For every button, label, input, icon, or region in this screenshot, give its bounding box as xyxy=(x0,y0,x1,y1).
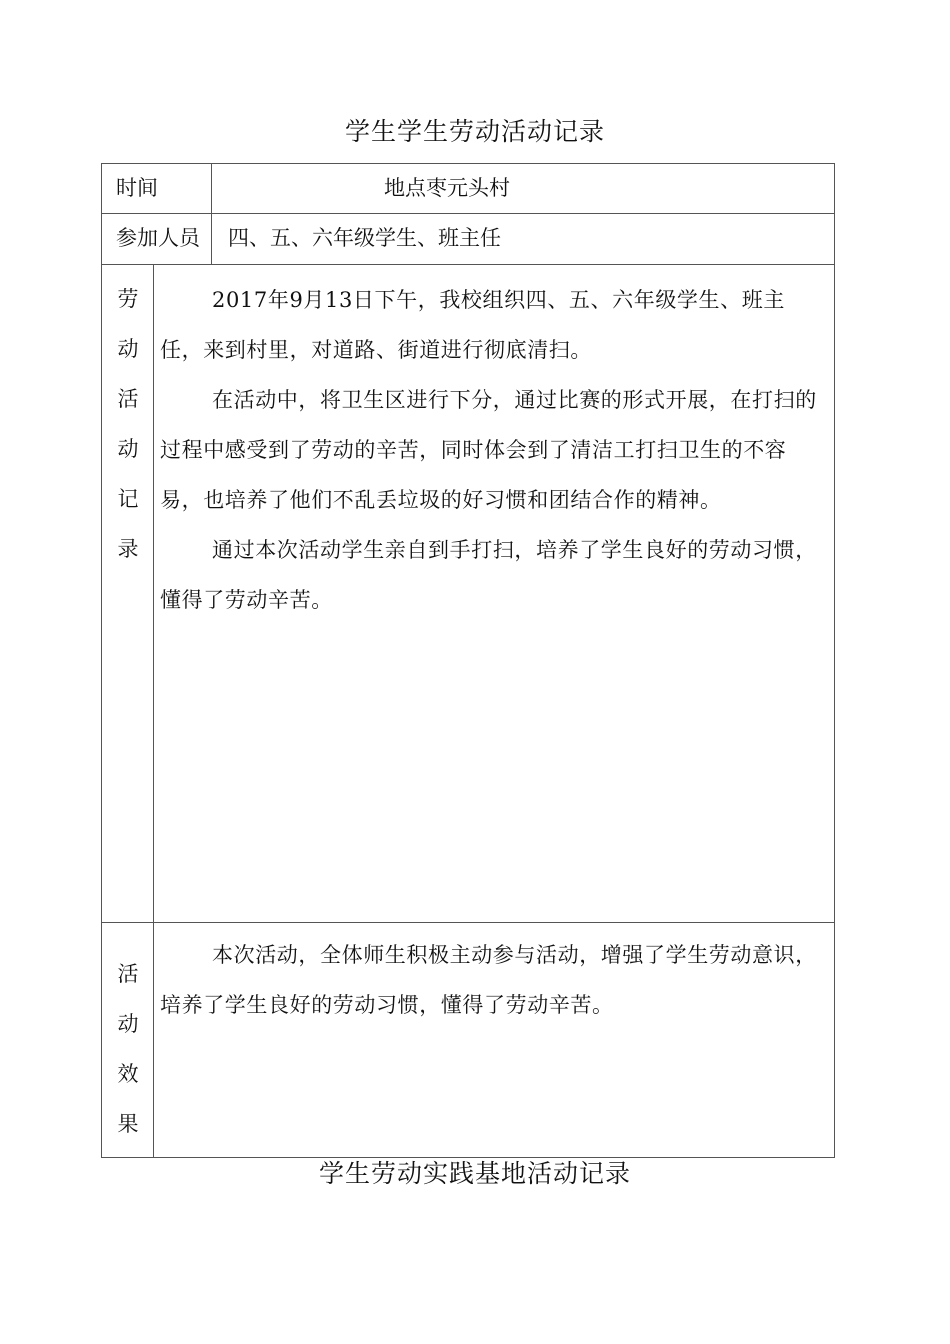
participants-value: 四、五、六年级学生、班主任 xyxy=(228,226,501,250)
participants-label: 参加人员 xyxy=(116,226,200,250)
record-paragraph: 2017年9月13日下午，我校组织四、五、六年级学生、班主任，来到村里，对道路、街道进行彻底清扫。 xyxy=(160,288,785,362)
effect-label-char: 效 xyxy=(117,1062,139,1086)
effect-paragraph: 本次活动，全体师生积极主动参与活动，增强了学生劳动意识，培养了学生良好的劳动习惯，懂得了劳动辛苦。 xyxy=(160,943,817,1017)
effect-label xyxy=(102,960,154,1160)
footer-title: 学生劳动实践基地活动记录 xyxy=(318,1159,631,1188)
time-label: 时间 xyxy=(116,176,158,200)
effect-label-char: 果 xyxy=(117,1112,139,1136)
effect-content xyxy=(160,930,820,1030)
table-border-right xyxy=(834,163,835,1158)
record-label-char: 录 xyxy=(117,537,139,561)
record-label-char: 劳 xyxy=(117,287,139,311)
table-row-divider xyxy=(101,922,835,923)
record-paragraph: 通过本次活动学生亲自到手打扫，培养了学生良好的劳动习惯，懂得了劳动辛苦。 xyxy=(160,538,817,612)
record-label xyxy=(102,285,154,585)
effect-label-char: 动 xyxy=(117,1012,139,1036)
page-title: 学生学生劳动活动记录 xyxy=(344,117,605,146)
record-label-char: 动 xyxy=(117,437,139,461)
record-label-char: 动 xyxy=(117,337,139,361)
record-label-char: 记 xyxy=(117,487,139,511)
record-label-char: 活 xyxy=(117,387,139,411)
table-column-divider xyxy=(211,163,212,264)
effect-label-char: 活 xyxy=(117,962,139,986)
record-paragraph: 在活动中，将卫生区进行下分，通过比赛的形式开展，在打扫的过程中感受到了劳动的辛苦，同时体会到了清洁工打扫卫生的不容易，也培养了他们不乱丢垃圾的好习惯和团结合作的精神。 xyxy=(160,388,817,512)
record-content xyxy=(160,275,820,625)
table-row-divider xyxy=(101,264,835,265)
location-value: 地点枣元头村 xyxy=(384,176,510,200)
